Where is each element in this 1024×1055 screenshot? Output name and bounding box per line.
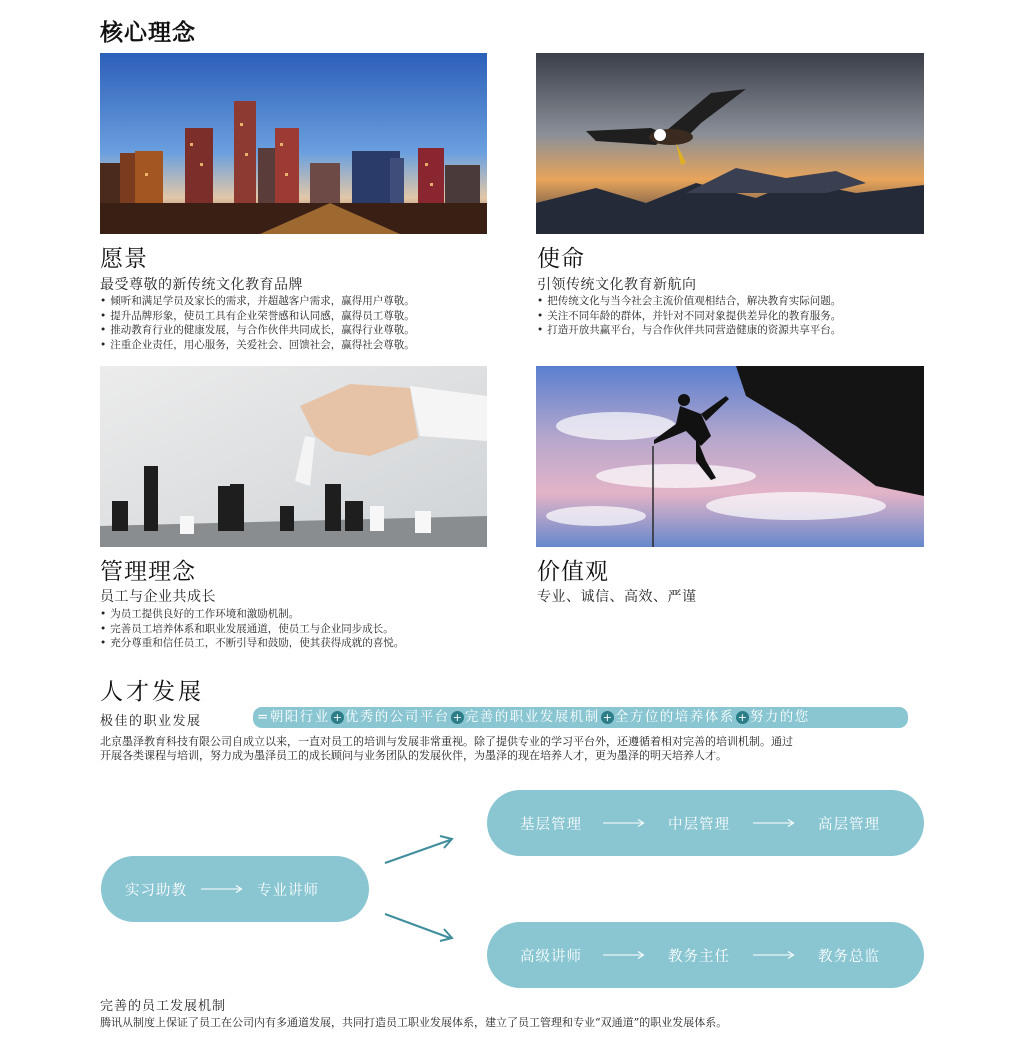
mission-bullet: • 关注不同年龄的群体，并针对不同对象提供差异化的教育服务。 — [537, 309, 841, 324]
right-arrow-icon — [603, 817, 645, 829]
strip-item: 优秀的公司平台 — [344, 709, 450, 725]
vision-bullet: • 提升品牌形象，使员工具有企业荣誉感和认同感，赢得员工尊敬。 — [100, 309, 415, 324]
path-step: 教务总监 — [818, 948, 880, 965]
values-subtitle: 专业、诚信、高效、严谨 — [537, 589, 697, 605]
path-step: 高级讲师 — [520, 948, 582, 965]
talent-equation-strip — [253, 707, 908, 728]
path-step: 实习助教 — [125, 882, 187, 899]
mission-bullet: • 打造开放共赢平台，与合作伙伴共同营造健康的资源共享平台。 — [537, 323, 841, 338]
plus-icon: + — [332, 710, 342, 724]
mission-bullet-list — [537, 294, 841, 338]
eagle-image — [536, 53, 924, 234]
vision-bullet-list — [100, 294, 415, 352]
management-bullet: • 完善员工培养体系和职业发展通道，使员工与企业同步成长。 — [100, 622, 404, 637]
arrow-up-right-icon — [385, 840, 450, 863]
strip-item: 全方位的培养体系 — [614, 709, 735, 725]
mechanism-title: 完善的员工发展机制 — [100, 999, 227, 1014]
talent-paragraph — [100, 735, 793, 763]
vision-bullet: • 推动教育行业的健康发展，与合作伙伴共同成长，赢得行业尊敬。 — [100, 323, 415, 338]
branch-arrows — [380, 830, 460, 945]
section-title-core: 核心理念 — [100, 20, 196, 46]
talent-paragraph-line: 北京墨泽教育科技有限公司自成立以来，一直对员工的培训与发展非常重视。除了提供专业的学习平台外，还遵循着相对完善的培训机制。通过 — [100, 735, 793, 748]
management-bullet: • 充分尊重和信任员工，不断引导和鼓励，使其获得成就的喜悦。 — [100, 636, 404, 651]
management-title: 管理理念 — [100, 559, 196, 585]
management-subtitle: 员工与企业共成长 — [100, 589, 216, 605]
vision-title: 愿景 — [100, 246, 148, 272]
path-management-box — [487, 790, 924, 856]
path-step: 中层管理 — [668, 816, 730, 833]
path-step: 基层管理 — [520, 816, 582, 833]
talent-tagline: 极佳的职业发展 — [100, 714, 202, 729]
talent-paragraph-line: 开展各类课程与培训，努力成为墨泽员工的成长顾问与业务团队的发展伙伴，为墨泽的现在培养人才，更为墨泽的明天培养人才。 — [100, 749, 727, 762]
vision-bullet: • 注重企业责任，用心服务，关爱社会、回馈社会，赢得社会尊敬。 — [100, 338, 415, 353]
right-arrow-icon — [753, 817, 795, 829]
values-title: 价值观 — [537, 559, 609, 585]
arrow-down-right-icon — [385, 914, 450, 938]
chess-hand-image — [100, 366, 487, 547]
section-title-talent: 人才发展 — [100, 679, 204, 705]
right-arrow-icon — [201, 883, 243, 895]
path-step: 高层管理 — [818, 816, 880, 833]
right-arrow-icon — [603, 949, 645, 961]
management-bullet-list — [100, 607, 404, 651]
mission-title: 使命 — [537, 246, 585, 272]
plus-icon: + — [737, 710, 747, 724]
vision-subtitle: 最受尊敬的新传统文化教育品牌 — [100, 277, 303, 293]
right-arrow-icon — [753, 949, 795, 961]
strip-item: 朝阳行业 — [269, 709, 330, 725]
mission-bullet: • 把传统文化与当今社会主流价值观相结合，解决教育实际问题。 — [537, 294, 841, 309]
city-skyline-image — [100, 53, 487, 234]
management-bullet: • 为员工提供良好的工作环境和激励机制。 — [100, 607, 404, 622]
plus-icon: + — [602, 710, 612, 724]
mechanism-text: 腾讯从制度上保证了员工在公司内有多通道发展，共同打造员工职业发展体系，建立了员工管理和专业“双通道”的职业发展体系。 — [100, 1016, 728, 1029]
strip-equals: = — [257, 709, 270, 725]
vision-bullet: • 倾听和满足学员及家长的需求，并超越客户需求，赢得用户尊敬。 — [100, 294, 415, 309]
mission-subtitle: 引领传统文化教育新航向 — [537, 277, 697, 293]
path-start-box — [101, 856, 369, 922]
strip-item: 努力的您 — [749, 709, 810, 725]
strip-item: 完善的职业发展机制 — [464, 709, 600, 725]
climber-image — [536, 366, 924, 547]
plus-icon: + — [452, 710, 462, 724]
path-step: 专业讲师 — [257, 882, 319, 899]
path-step: 教务主任 — [668, 948, 730, 965]
path-teaching-box — [487, 922, 924, 988]
